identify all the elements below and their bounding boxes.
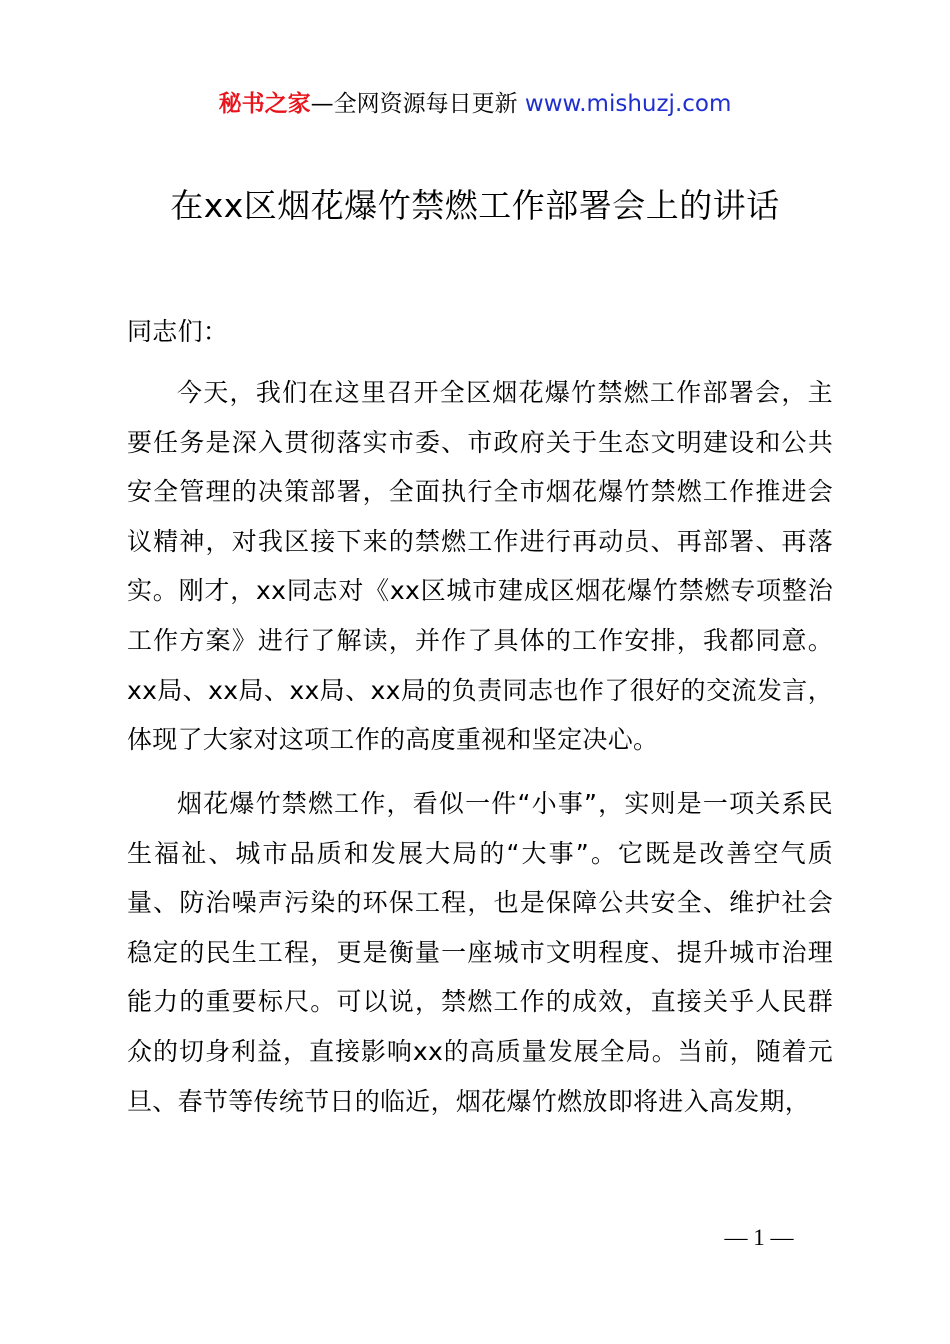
site-slogan: —全网资源每日更新	[310, 91, 518, 117]
site-brand: 秘书之家	[218, 91, 311, 117]
paragraph-1: 今天，我们在这里召开全区烟花爆竹禁燃工作部署会，主要任务是深入贯彻落实市委、市政府关于生态文明建设和公共安全管理的决策部署，全面执行全市烟花爆竹禁燃工作推进会议精神，对我区接下来的禁燃工作进行再动员、再部署、再落实。刚才，xx同志对《xx区城市建成区烟花爆竹禁燃专项整治工作方案》进行了解读，并作了具体的工作安排，我都同意。xx局、xx局、xx局、xx局的负责同志也作了很好的交流发言，体现了大家对这项工作的高度重视和坚定决心。	[127, 378, 833, 755]
salutation: 同志们：	[127, 317, 229, 346]
site-header	[0, 88, 950, 120]
site-url-link[interactable]: www.mishuzj.com	[524, 91, 732, 117]
document-title: 在xx区烟花爆竹禁燃工作部署会上的讲话	[170, 186, 780, 225]
page-number: — 1 —	[724, 1225, 794, 1250]
paragraph-2: 烟花爆竹禁燃工作，看似一件“小事”，实则是一项关系民生福祉、城市品质和发展大局的“大事”。它既是改善空气质量、防治噪声污染的环保工程，也是保障公共安全、维护社会稳定的民生工程，更是衡量一座城市文明程度、提升城市治理能力的重要标尺。可以说，禁燃工作的成效，直接关乎人民群众的切身利益，直接影响xx的高质量发展全局。当前，随着元旦、春节等传统节日的临近，烟花爆竹燃放即将进入高发期，	[127, 789, 833, 1116]
